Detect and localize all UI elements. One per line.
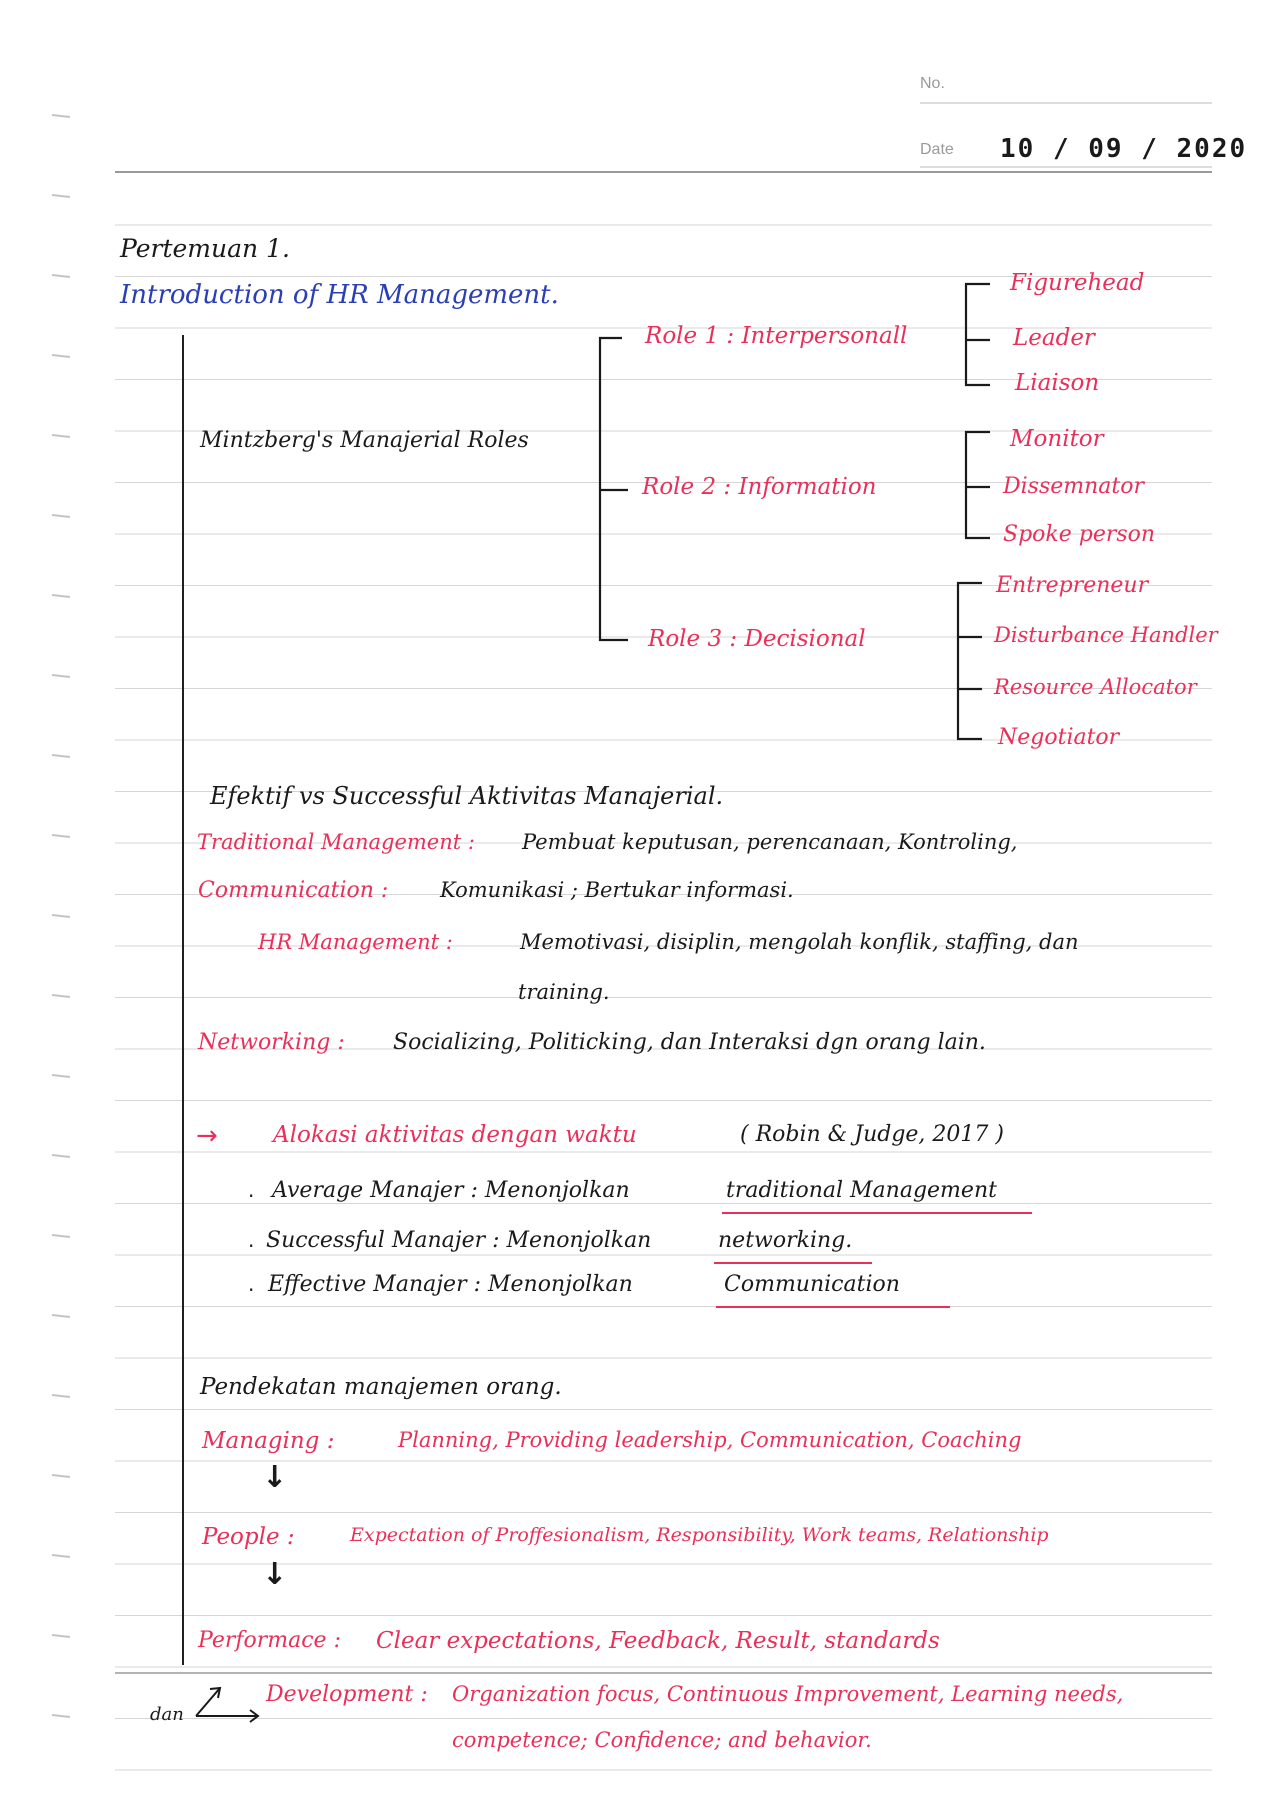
allocation-item-label: Average Manajer : Menonjolkan [272,1178,630,1203]
approach-desc: Planning, Providing leadership, Communication, Coaching [398,1428,1022,1452]
role-item: Dissemnator [1003,474,1145,499]
allocation-heading: Alokasi aktivitas dengan waktu [273,1122,637,1148]
approach-desc: Expectation of Proffesionalism, Responsibility, Work teams, Relationship [350,1524,1049,1546]
focus-underline [716,1306,950,1308]
no-label: No. [920,75,945,92]
role-item: Disturbance Handler [994,623,1218,647]
role-3-label: Role 3 : Decisional [648,626,866,652]
arrow-down-icon: ↓ [262,1557,288,1592]
role-item: Entrepreneur [996,573,1149,598]
entry-term: Networking : [198,1030,345,1055]
bullet-icon: · [248,1234,255,1258]
entry-term: HR Management : [258,930,453,954]
focus-underline [714,1262,872,1264]
entry-desc: Komunikasi ; Bertukar informasi. [440,878,794,902]
branch-arrows-icon [190,1680,270,1730]
approach-heading: Pendekatan manajemen orang. [200,1374,562,1400]
role-item: Monitor [1010,426,1104,452]
approach-term: Development : [266,1682,428,1707]
approach-desc: Organization focus, Continuous Improvement, Learning needs, [452,1682,1124,1706]
entry-desc: Memotivasi, disiplin, mengolah konflik, staffing, dan [520,930,1079,954]
meeting-heading: Pertemuan 1. [120,234,290,263]
allocation-item-focus: Communication [724,1272,900,1297]
entry-desc-cont: training. [518,980,610,1004]
focus-underline [722,1212,1032,1214]
allocation-item-label: Effective Manajer : Menonjolkan [268,1272,633,1297]
role-item: Liaison [1015,370,1100,396]
role-item: Figurehead [1010,270,1145,296]
effective-heading: Efektif vs Successful Aktivitas Manajerial. [210,782,724,810]
role-2-label: Role 2 : Information [642,474,877,500]
arrow-down-icon: ↓ [262,1460,288,1495]
bullet-icon: · [248,1184,255,1208]
role-item: Negotiator [998,725,1120,750]
allocation-item-label: Successful Manajer : Menonjolkan [266,1228,652,1253]
arrow-right-icon: → [196,1121,218,1151]
role-1-label: Role 1 : Interpersonall [645,323,908,349]
page-title: Introduction of HR Management. [120,280,559,310]
bullet-icon: · [248,1278,255,1302]
allocation-item-focus: traditional Management [726,1178,997,1203]
approach-desc-cont: competence; Confidence; and behavior. [452,1728,872,1752]
mintzberg-label: Mintzberg's Manajerial Roles [200,428,529,453]
role-item: Resource Allocator [994,675,1197,699]
entry-term: Traditional Management : [197,830,475,854]
entry-desc: Pembuat keputusan, perencanaan, Kontroling, [522,830,1018,854]
date-value: 10 / 09 / 2020 [1000,134,1248,164]
approach-desc: Clear expectations, Feedback, Result, standards [376,1628,940,1654]
role-item: Spoke person [1003,522,1156,547]
date-label: Date [920,141,954,158]
allocation-citation: ( Robin & Judge, 2017 ) [740,1122,1004,1147]
dan-label: dan [150,1704,184,1725]
approach-term: People : [202,1524,295,1550]
entry-term: Communication : [198,878,389,903]
approach-term: Managing : [202,1428,335,1454]
approach-term: Performace : [198,1628,341,1653]
entry-desc: Socializing, Politicking, dan Interaksi dgn orang lain. [393,1030,986,1055]
allocation-item-focus: networking. [718,1228,853,1253]
role-item: Leader [1013,325,1095,351]
